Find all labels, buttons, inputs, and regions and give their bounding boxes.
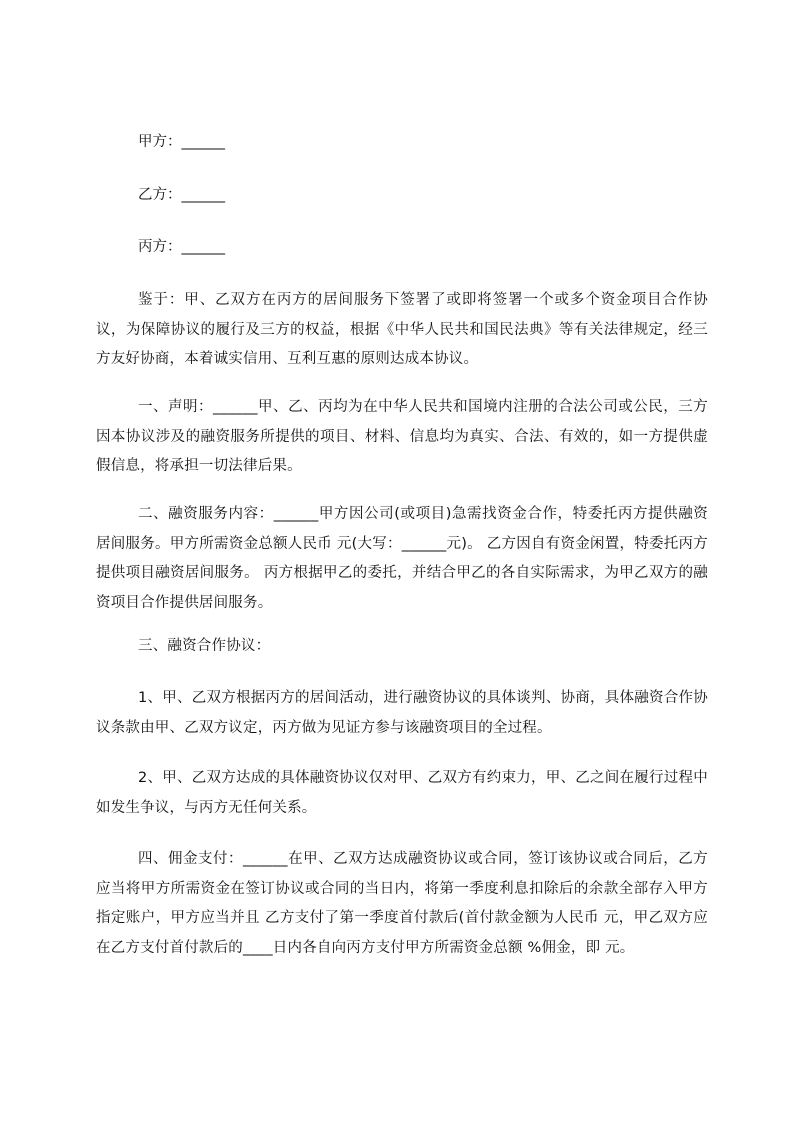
preamble-paragraph: 鉴于：甲、乙双方在丙方的居间服务下签署了或即将签署一个或多个资金项目合作协议，为保障协议的履行及三方的权益，根据《中华人民共和国民法典》等有关法律规定，经三方友好协商，本着诚实信用、互利互惠的原则达成本协议。 <box>96 292 708 367</box>
agreement-item-2: 2、甲、乙双方达成的具体融资协议仅对甲、乙双方有约束力，甲、乙之间在履行过程中如发生争议，与丙方无任何关系。 <box>96 770 708 816</box>
party-c-line: 丙方：______ <box>138 239 225 255</box>
party-b-line: 乙方：______ <box>138 187 225 203</box>
agreement-item-1: 1、甲、乙双方根据丙方的居间活动，进行融资协议的具体谈判、协商，具体融资合作协议条款由甲、乙双方议定，丙方做为见证方参与该融资项目的全过程。 <box>96 690 708 736</box>
commission-paragraph: 四、佣金支付：______在甲、乙双方达成融资协议或合同，签订该协议或合同后，乙方应当将甲方所需资金在签订协议或合同的当日内，将第一季度利息扣除后的余款全部存入甲方指定账户，甲方应当并且 乙方支付了第一季度首付款后(首付款金额为人民币 元，甲乙双方应在乙方支付首付款后的____日内各自向丙方支付甲方所需资金总额 %佣金，即 元。 <box>96 851 708 956</box>
declaration-paragraph: 一、声明：______甲、乙、丙均为在中华人民共和国境内注册的合法公司或公民，三方因本协议涉及的融资服务所提供的项目、材料、信息均为真实、合法、有效的，如一方提供虚假信息，将承担一切法律后果。 <box>96 399 708 474</box>
service-content-paragraph: 二、融资服务内容：______甲方因公司(或项目)急需找资金合作，特委托丙方提供融资居间服务。甲方所需资金总额人民币 元(大写：______元)。 乙方因自有资金闲置，特委托丙方提供项目融资居间服务。 丙方根据甲乙的委托，并结合甲乙的各自实际需求，为甲乙双方的融资项目合作提供居间服务。 <box>96 506 708 611</box>
party-a-line: 甲方：______ <box>138 134 225 150</box>
agreement-heading: 三、融资合作协议： <box>138 638 271 654</box>
